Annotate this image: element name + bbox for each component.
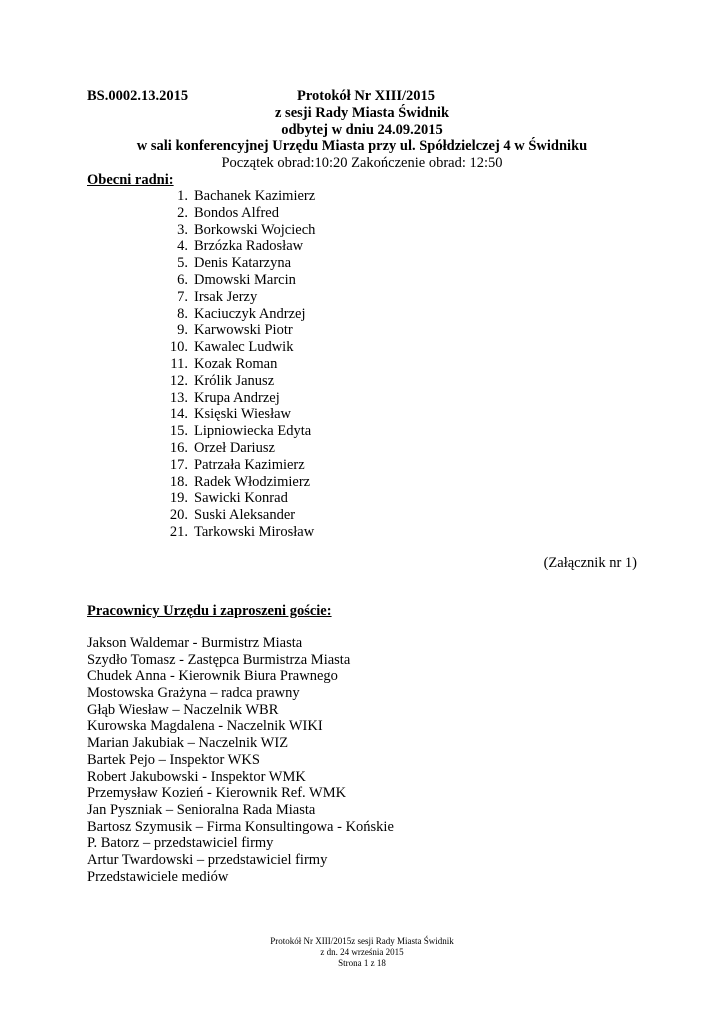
list-item-name: Kaciuczyk Andrzej	[194, 305, 306, 322]
staff-item: Przemysław Kozień - Kierownik Ref. WMK	[87, 785, 347, 802]
list-item-name: Lipniowiecka Edyta	[194, 423, 312, 440]
staff-item: Bartosz Szymusik – Firma Konsultingowa - Końskie	[87, 818, 394, 835]
list-item-number: 16.	[169, 439, 188, 456]
session-date-line: odbytej w dniu 24.09.2015	[281, 122, 443, 138]
list-item-number: 8.	[177, 305, 188, 322]
footer-date-line: z dn. 24 września 2015	[320, 947, 404, 957]
document-reference: BS.0002.13.2015	[87, 88, 189, 104]
staff-guests-heading: Pracownicy Urzędu i zaproszeni goście:	[87, 603, 332, 619]
staff-item: Przedstawiciele mediów	[87, 868, 229, 885]
list-item-number: 20.	[169, 507, 188, 524]
footer-protocol-line: Protokół Nr XIII/2015z sesji Rady Miasta Świdnik	[270, 936, 454, 946]
list-item-number: 7.	[177, 288, 188, 305]
list-item-number: 13.	[169, 389, 188, 406]
protocol-title: Protokół Nr XIII/2015	[297, 88, 436, 104]
staff-item: P. Batorz – przedstawiciel firmy	[87, 835, 274, 852]
staff-item: Bartek Pejo – Inspektor WKS	[87, 751, 260, 768]
list-item-number: 19.	[169, 490, 188, 507]
list-item-number: 15.	[169, 423, 188, 440]
page-number: Strona 1 z 18	[338, 958, 386, 968]
list-item-number: 14.	[169, 406, 188, 423]
staff-item: Jan Pyszniak – Senioralna Rada Miasta	[87, 801, 316, 818]
list-item-name: Denis Katarzyna	[194, 255, 292, 272]
list-item-name: Dmowski Marcin	[194, 271, 296, 288]
list-item-number: 3.	[177, 221, 188, 238]
list-item-name: Brzózka Radosław	[194, 238, 304, 255]
list-item-name: Kozak Roman	[194, 355, 278, 372]
staff-item: Mostowska Grażyna – radca prawny	[87, 685, 300, 702]
list-item-name: Tarkowski Mirosław	[194, 523, 315, 540]
list-item-name: Karwowski Piotr	[194, 322, 293, 339]
list-item-name: Krupa Andrzej	[194, 389, 280, 406]
list-item-number: 5.	[177, 255, 188, 272]
staff-guests-list	[87, 635, 394, 885]
list-item-number: 21.	[169, 523, 188, 540]
list-item-name: Sawicki Konrad	[194, 490, 288, 507]
staff-item: Głąb Wiesław – Naczelnik WBR	[87, 701, 279, 718]
list-item-name: Suski Aleksander	[194, 507, 296, 524]
list-item-name: Bondos Alfred	[194, 204, 279, 221]
list-item-name: Irsak Jerzy	[194, 288, 258, 305]
session-line: z sesji Rady Miasta Świdnik	[274, 105, 450, 121]
list-item-number: 2.	[177, 204, 188, 221]
list-item-number: 10.	[169, 339, 188, 356]
list-item-number: 9.	[177, 322, 188, 339]
staff-item: Marian Jakubiak – Naczelnik WIZ	[87, 735, 289, 752]
list-item-name: Patrzała Kazimierz	[194, 456, 305, 473]
staff-item: Robert Jakubowski - Inspektor WMK	[87, 768, 306, 785]
session-times: Początek obrad:10:20 Zakończenie obrad: 12:50	[221, 155, 503, 171]
list-item-number: 11.	[170, 355, 188, 372]
list-item-name: Królik Janusz	[194, 372, 275, 389]
staff-item: Jakson Waldemar - Burmistrz Miasta	[87, 635, 303, 651]
list-item-name: Bachanek Kazimierz	[194, 188, 316, 204]
attachment-note: (Załącznik nr 1)	[543, 555, 637, 571]
list-item-number: 17.	[169, 456, 188, 473]
list-item-number: 6.	[177, 271, 188, 288]
list-item-name: Księski Wiesław	[194, 406, 292, 423]
list-item-number: 4.	[177, 238, 188, 255]
staff-item: Kurowska Magdalena - Naczelnik WIKI	[87, 718, 323, 735]
list-item-number: 1.	[177, 188, 188, 204]
staff-item: Artur Twardowski – przedstawiciel firmy	[87, 851, 328, 868]
list-item-name: Borkowski Wojciech	[194, 221, 316, 238]
list-item-name: Kawalec Ludwik	[194, 339, 294, 356]
list-item-name: Orzeł Dariusz	[194, 439, 275, 456]
staff-item: Chudek Anna - Kierownik Biura Prawnego	[87, 668, 338, 685]
list-item-number: 12.	[169, 372, 188, 389]
present-councillors-heading: Obecni radni:	[87, 172, 174, 188]
venue-line: w sali konferencyjnej Urzędu Miasta przy ul. Spółdzielczej 4 w Świdniku	[136, 138, 588, 154]
list-item-name: Radek Włodzimierz	[194, 473, 311, 490]
list-item-number: 18.	[169, 473, 188, 490]
staff-item: Szydło Tomasz - Zastępca Burmistrza Miasta	[87, 651, 351, 668]
